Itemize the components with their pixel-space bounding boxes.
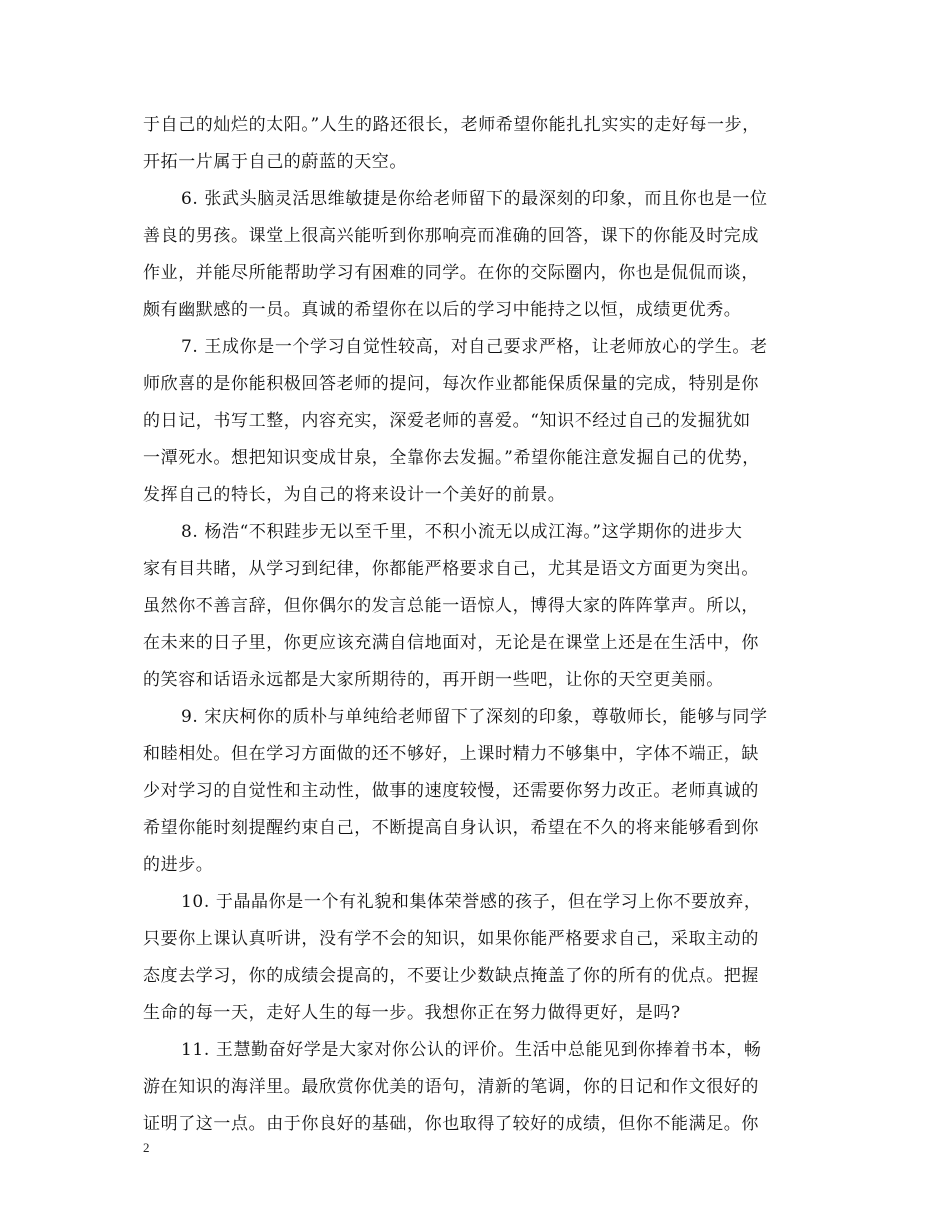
text-line: 发挥自己的特长，为自己的将来设计一个美好的前景。 [143, 485, 566, 505]
text-line: 证明了这一点。由于你良好的基础，你也取得了较好的成绩，但你不能满足。你 [143, 1114, 759, 1134]
text-line: 态度去学习，你的成绩会提高的，不要让少数缺点掩盖了你的所有的优点。把握 [143, 966, 759, 986]
text-line: 的进步。 [143, 855, 214, 875]
text-line: 游在知识的海洋里。最欣赏你优美的语句，清新的笔调，你的日记和作文很好的 [143, 1077, 759, 1097]
text-line: 开拓一片属于自己的蔚蓝的天空。 [143, 152, 407, 172]
text-line: 一潭死水。想把知识变成甘泉，全靠你去发掘。”希望你能注意发掘自己的优势， [143, 448, 760, 468]
text-line: 少对学习的自觉性和主动性，做事的速度较慢，还需要你努力改正。老师真诚的 [143, 781, 759, 801]
text-line: 只要你上课认真听讲，没有学不会的知识，如果你能严格要求自己，采取主动的 [143, 929, 759, 949]
text-line: 8. 杨浩“不积跬步无以至千里，不积小流无以成江海。”这学期你的进步大 [181, 522, 743, 542]
text-line: 师欣喜的是你能积极回答老师的提问，每次作业都能保质保量的完成，特别是你 [143, 374, 759, 394]
text-line: 于自己的灿烂的太阳。”人生的路还很长，老师希望你能扎扎实实的走好每一步， [143, 115, 760, 135]
text-line: 虽然你不善言辞，但你偶尔的发言总能一语惊人，博得大家的阵阵掌声。所以， [143, 596, 759, 616]
text-line: 在未来的日子里，你更应该充满自信地面对，无论是在课堂上还是在生活中，你 [143, 633, 759, 653]
page-number: 2 [143, 1140, 150, 1155]
text-line: 7. 王成你是一个学习自觉性较高，对自己要求严格，让老师放心的学生。老 [181, 337, 768, 357]
text-line: 6. 张武头脑灵活思维敏捷是你给老师留下的最深刻的印象，而且你也是一位 [181, 189, 768, 209]
text-line: 善良的男孩。课堂上很高兴能听到你那响亮而准确的回答，课下的你能及时完成 [143, 226, 759, 246]
text-line: 和睦相处。但在学习方面做的还不够好，上课时精力不够集中，字体不端正，缺 [143, 744, 759, 764]
text-line: 生命的每一天，走好人生的每一步。我想你正在努力做得更好，是吗? [143, 1003, 681, 1023]
text-line: 的日记，书写工整，内容充实，深爱老师的喜爱。“知识不经过自己的发掘犹如 [143, 411, 751, 431]
text-line: 颇有幽默感的一员。真诚的希望你在以后的学习中能持之以恒，成绩更优秀。 [143, 300, 742, 320]
text-line: 的笑容和话语永远都是大家所期待的，再开朗一些吧，让你的天空更美丽。 [143, 670, 724, 690]
text-line: 11. 王慧勤奋好学是大家对你公认的评价。生活中总能见到你捧着书本，畅 [181, 1040, 762, 1060]
text-line: 希望你能时刻提醒约束自己，不断提高自身认识，希望在不久的将来能够看到你 [143, 818, 759, 838]
text-line: 9. 宋庆柯你的质朴与单纯给老师留下了深刻的印象，尊敬师长，能够与同学 [181, 707, 768, 727]
text-line: 家有目共睹，从学习到纪律，你都能严格要求自己，尤其是语文方面更为突出。 [143, 559, 759, 579]
document-body [143, 107, 823, 1143]
text-line: 10. 于晶晶你是一个有礼貌和集体荣誉感的孩子，但在学习上你不要放弃， [181, 892, 762, 912]
text-line: 作业，并能尽所能帮助学习有困难的同学。在你的交际圈内，你也是侃侃而谈， [143, 263, 759, 283]
